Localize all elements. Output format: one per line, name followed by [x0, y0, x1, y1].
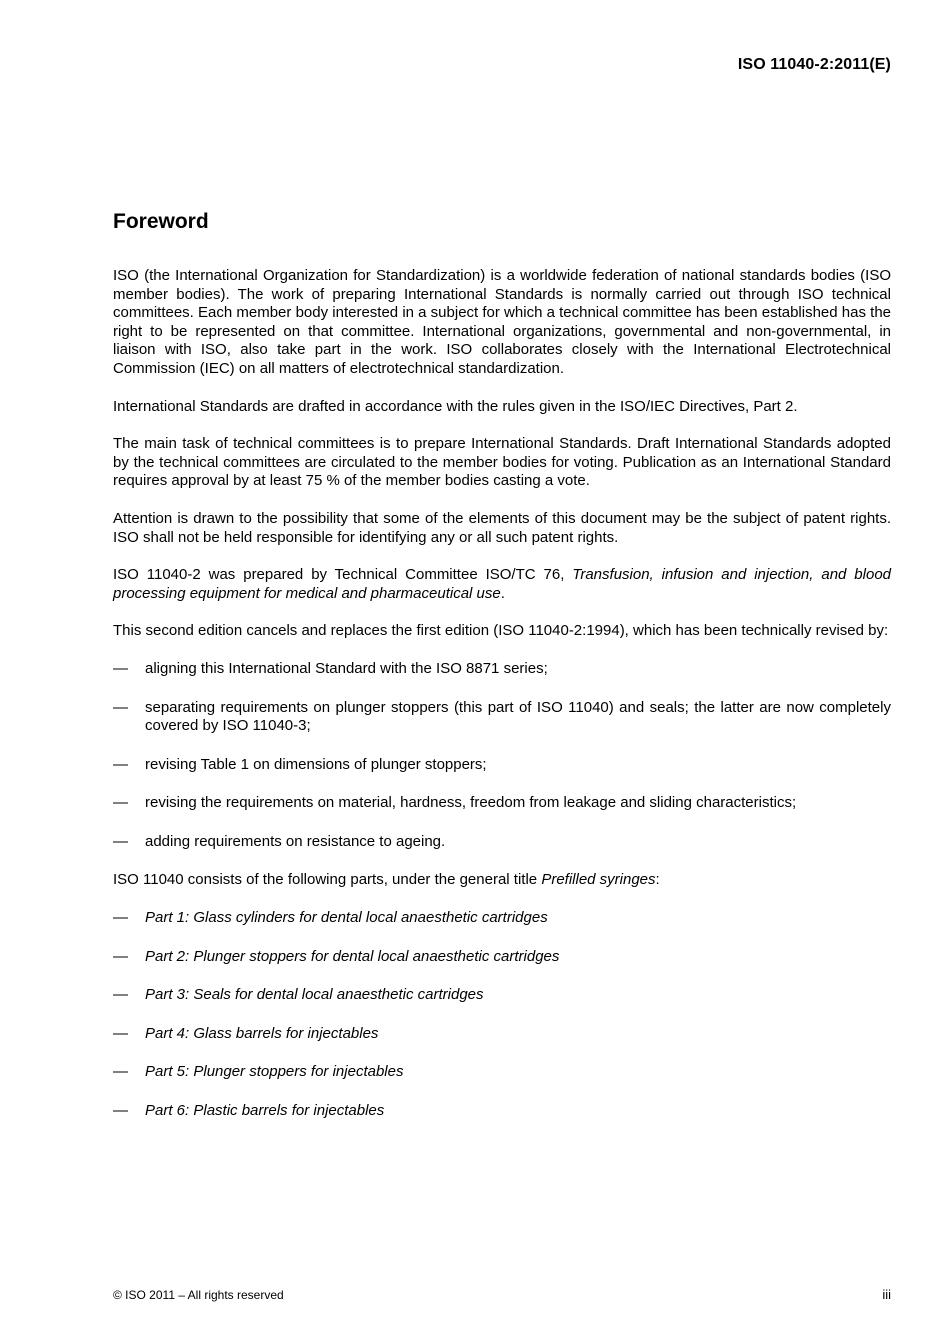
paragraph-patent: Attention is drawn to the possibility that some of the elements of this document may be the subject of patent rights. ISO shall not be held responsible for identifying any or all such patent rights. [113, 509, 891, 546]
list-item-text: adding requirements on resistance to ageing. [145, 832, 446, 850]
list-item [113, 756, 891, 775]
dash-bullet: — [113, 755, 128, 773]
committee-title: Transfusion, infusion and injection, and blood processing equipment for medical and pharmaceutical use [113, 566, 891, 602]
list-item [113, 1102, 891, 1121]
parts-intro-end: : [655, 871, 660, 889]
prepared-by-end: . [500, 584, 505, 602]
list-item-text: aligning this International Standard with the ISO 8871 series; [145, 659, 548, 677]
part-title: Part 3: Seals for dental local anaesthetic cartridges [145, 986, 484, 1004]
paragraph-main-task: The main task of technical committees is to prepare International Standards. Draft International Standards adopted by the technical committees are circulated to the member bodies for voting. Publication as an International Standard requires approval by at least 75 % of the member bodies casting a vote. [113, 435, 891, 490]
prepared-by-text: ISO 11040-2 was prepared by Technical Committee ISO/TC 76, [113, 566, 573, 584]
part-title: Part 4: Glass barrels for injectables [145, 1024, 379, 1042]
parts-intro-text: ISO 11040 consists of the following parts, under the general title [113, 871, 542, 889]
parts-list [113, 909, 891, 1121]
part-title: Part 2: Plunger stoppers for dental local anaesthetic cartridges [145, 947, 560, 965]
paragraph-directives: International Standards are drafted in accordance with the rules given in the ISO/IEC Directives, Part 2. [113, 397, 798, 415]
paragraph-prepared-by [113, 566, 891, 603]
list-item [113, 1025, 891, 1044]
dash-bullet: — [113, 698, 128, 716]
copyright-notice: © ISO 2011 – All rights reserved [113, 1288, 284, 1302]
dash-bullet: — [113, 986, 128, 1004]
part-title: Part 1: Glass cylinders for dental local anaesthetic cartridges [145, 909, 548, 927]
list-item-text: revising the requirements on material, hardness, freedom from leakage and sliding characteristics; [145, 794, 797, 812]
page-title: Foreword [113, 210, 209, 233]
dash-bullet: — [113, 1024, 128, 1042]
dash-bullet: — [113, 1063, 128, 1081]
foreword-section [113, 208, 891, 1141]
part-title: Part 5: Plunger stoppers for injectables [145, 1063, 404, 1081]
paragraph-second-edition: This second edition cancels and replaces the first edition (ISO 11040-2:1994), which has been technically revised by: [113, 622, 889, 640]
list-item [113, 833, 891, 852]
paragraph-parts-intro [113, 871, 891, 890]
list-item-text: revising Table 1 on dimensions of plunger stoppers; [145, 755, 487, 773]
paragraph-iso-intro: ISO (the International Organization for Standardization) is a worldwide federation of national standards bodies (ISO member bodies). The work of preparing International Standards is normally carried out through ISO technical committees. Each member body interested in a subject for which a technical committee has been established has the right to be represented on that committee. International organizations, governmental and non-governmental, in liaison with ISO, also take part in the work. ISO collaborates closely with the International Electrotechnical Commission (IEC) on all matters of electrotechnical standardization. [113, 267, 891, 377]
dash-bullet: — [113, 794, 128, 812]
part-title: Part 6: Plastic barrels for injectables [145, 1102, 385, 1120]
list-item [113, 699, 891, 736]
list-item-text: separating requirements on plunger stoppers (this part of ISO 11040) and seals; the latter are now completely covered by ISO 11040-3; [145, 698, 891, 735]
document-id: ISO 11040-2:2011(E) [737, 56, 891, 73]
list-item [113, 660, 891, 679]
dash-bullet: — [113, 1102, 128, 1120]
list-item [113, 986, 891, 1005]
list-item [113, 1063, 891, 1082]
dash-bullet: — [113, 947, 128, 965]
dash-bullet: — [113, 909, 128, 927]
revision-list [113, 660, 891, 852]
list-item [113, 794, 891, 813]
list-item [113, 909, 891, 928]
page-number: iii [882, 1287, 891, 1302]
general-title: Prefilled syringes [541, 871, 656, 889]
dash-bullet: — [113, 659, 128, 677]
list-item [113, 948, 891, 967]
dash-bullet: — [113, 832, 128, 850]
